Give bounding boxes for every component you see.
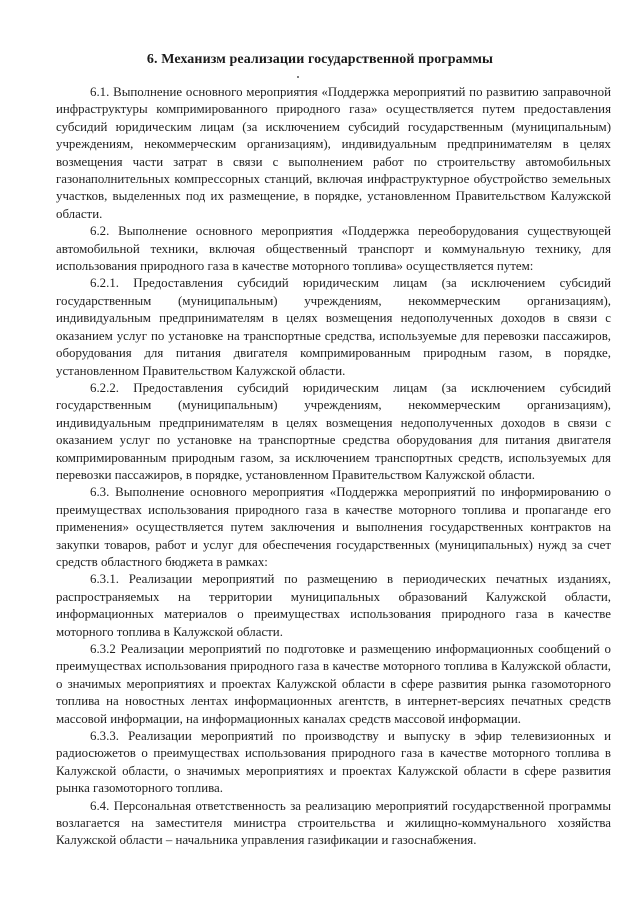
paragraph-6-3-3: 6.3.3. Реализации мероприятий по производству и выпуску в эфир телевизионных и радиосюжетов о преимуществах использования природного газа в качестве моторного топлива в Калужской области, о значимых мероприятиях и проектах Калужской области в сфере развития рынка газомоторного топлива. (56, 729, 611, 796)
paragraph-6-2: 6.2. Выполнение основного мероприятия «Поддержка переоборудования существующей автомобильной техники, включая общественный транспорт и коммунальную технику, для использования природного газа в качестве моторного топлива» осуществляется путем: (56, 224, 611, 274)
paragraph-6-2-2: 6.2.2. Предоставления субсидий юридическим лицам (за исключением субсидий государственным (муниципальным) учреждениям, некоммерческим организациям), индивидуальным предпринимателям в целях возмещения недополученных доходов в связи с оказанием услуг по установке на транспортные средства оборудования для питания двигателя компримированным природным газом, за исключением транспортных средств, используемых для перевозки пассажиров, в порядке, установленном Правительством Калужской области. (56, 380, 611, 482)
section-body (56, 84, 611, 850)
paragraph-6-3-2: 6.3.2 Реализации мероприятий по подготовке и размещению информационных сообщений о преимуществах использования природного газа в качестве моторного топлива в Калужской области, о значимых мероприятиях и проектах Калужской области в сфере развития рынка газомоторного топлива на новостных лентах информационных агентств, в интернет-версиях печатных средств массовой информации, на информационных каналах средств массовой информации. (56, 642, 611, 726)
paragraph-6-3: 6.3. Выполнение основного мероприятия «Поддержка мероприятий по информированию о преимуществах использования природного газа в качестве моторного топлива и пропаганде его применения» осуществляется путем заключения и выполнения государственных контрактов на закупки товаров, работ и услуг для обеспечения государственных (муниципальных) нужд за счет средств областного бюджета в рамках: (56, 485, 611, 569)
paragraph-6-4: 6.4. Персональная ответственность за реализацию мероприятий государственной программы возлагается на заместителя министра строительства и жилищно-коммунального хозяйства Калужской области – начальника управления газификации и газоснабжения. (56, 798, 611, 848)
scan-speck (297, 76, 299, 78)
paragraph-6-3-1: 6.3.1. Реализации мероприятий по размещению в периодических печатных изданиях, распространяемых на территории муниципальных образований Калужской области, информационных материалов о преимуществах использования природного газа в качестве моторного топлива в Калужской области. (56, 572, 611, 639)
paragraph-6-2-1: 6.2.1. Предоставления субсидий юридическим лицам (за исключением субсидий государственным (муниципальным) учреждениям, некоммерческим организациям), индивидуальным предпринимателям в целях возмещения недополученных доходов в связи с оказанием услуг по установке на транспортные средства, используемые для перевозки пассажиров, оборудования для питания двигателя компримированным природным газом, в порядке, установленном Правительством Калужской области. (56, 276, 611, 378)
section-title: 6. Механизм реализации государственной программы (146, 52, 494, 67)
paragraph-6-1: 6.1. Выполнение основного мероприятия «Поддержка мероприятий по развитию заправочной инфраструктуры компримированного природного газа» осуществляется путем предоставления субсидий юридическим лицам (за исключением субсидий государственным (муниципальным) учреждениям, некоммерческим организациям), индивидуальным предпринимателям в целях возмещения части затрат в связи с выполнением работ по строительству автомобильных газонаполнительных компрессорных станций, включая инфраструктурное обустройство земельных участков, выделенных под их размещение, в порядке, установленном Правительством Калужской области. (56, 85, 611, 221)
